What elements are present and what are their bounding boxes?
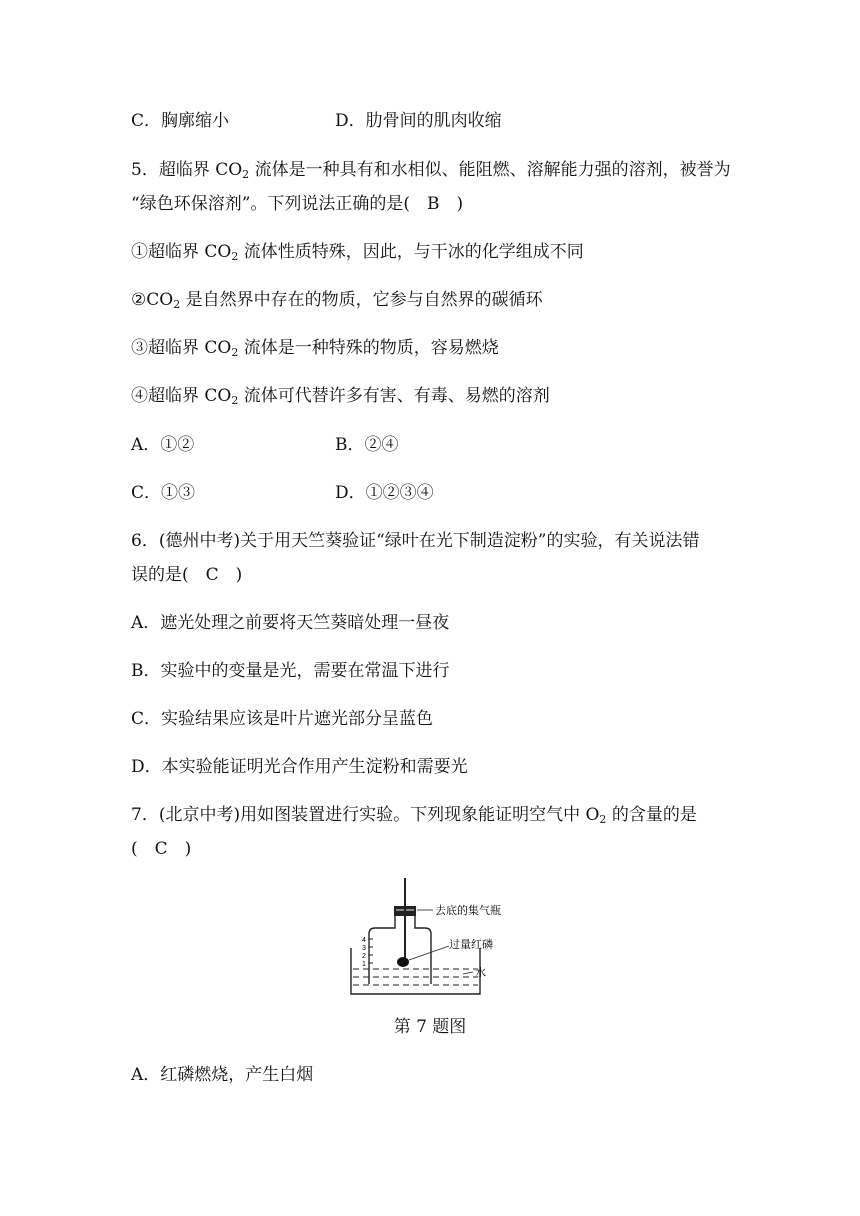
q7-option-a: A．红磷燃烧，产生白烟 — [131, 1065, 314, 1085]
q4-option-c: C．胸廓缩小 — [131, 111, 230, 131]
q5-statement-1 — [131, 240, 584, 269]
phosphorus-spoon — [397, 957, 409, 967]
q5-option-d: D．①②③④ — [335, 483, 434, 503]
water-lines — [353, 969, 478, 985]
q5-option-c: C．①③ — [131, 483, 196, 503]
q6-option-c: C．实验结果应该是叶片遮光部分呈蓝色 — [131, 709, 434, 729]
q7-stem-text-b: 的含量的是 — [606, 805, 697, 825]
q7-figure-caption: 第 7 题图 — [393, 1017, 467, 1037]
q7-stem-text-a: 7．(北京中考)用如图装置进行实验。下列现象能证明空气中 O — [131, 805, 600, 825]
q6-option-d: D．本实验能证明光合作用产生淀粉和需要光 — [131, 757, 468, 777]
scale-label-3: 3 — [362, 945, 366, 952]
q7-apparatus-figure — [345, 876, 515, 1000]
q5-s3-b: 流体是一种特殊的物质，容易燃烧 — [238, 338, 499, 358]
q5-s3-sub: 2 — [231, 346, 239, 359]
q6-stem-line1: 6．(德州中考)关于用天竺葵验证“绿叶在光下制造淀粉”的实验，有关说法错 — [131, 531, 700, 551]
q5-option-a: A．①② — [131, 435, 195, 455]
q5-stem-sub: 2 — [242, 168, 250, 181]
q5-s4-sub: 2 — [231, 394, 239, 407]
q7-stem-line2: ( C ) — [131, 839, 192, 859]
q5-statement-4 — [131, 384, 550, 413]
q5-s1-b: 流体性质特殊，因此，与干冰的化学组成不同 — [238, 242, 584, 262]
q5-statement-3 — [131, 336, 499, 365]
q7-stem-sub: 2 — [599, 813, 607, 826]
q5-s4-a: ④超临界 CO — [131, 386, 232, 406]
q5-s2-b: 是自然界中存在的物质，它参与自然界的碳循环 — [180, 290, 543, 310]
q5-s2-a: ②CO — [131, 290, 174, 310]
q5-stem-text-b: 流体是一种具有和水相似、能阻燃、溶解能力强的溶剂，被誉为 — [249, 160, 731, 180]
label-water: 水 — [475, 966, 486, 979]
q6-stem-line2: 误的是( C ) — [131, 565, 243, 585]
label-bottle: 去底的集气瓶 — [435, 904, 501, 917]
q5-s2-sub: 2 — [173, 298, 181, 311]
gas-bottle-outline — [369, 914, 431, 984]
q4-option-d: D．肋骨间的肌肉收缩 — [335, 111, 502, 131]
q5-s1-sub: 2 — [231, 250, 239, 263]
q6-option-b: B．实验中的变量是光，需要在常温下进行 — [131, 661, 450, 681]
scale-label-2: 2 — [362, 953, 366, 960]
q5-statement-2 — [131, 288, 543, 317]
q5-s4-b: 流体可代替许多有害、有毒、易燃的溶剂 — [238, 386, 550, 406]
scale-label-4: 4 — [362, 937, 366, 944]
q7-stem-line1 — [131, 803, 697, 832]
q5-s3-a: ③超临界 CO — [131, 338, 232, 358]
q6-option-a: A．遮光处理之前要将天竺葵暗处理一昼夜 — [131, 613, 450, 633]
q5-option-b: B．②④ — [335, 435, 399, 455]
q5-stem-line2: “绿色环保溶剂”。下列说法正确的是( B ) — [131, 194, 464, 214]
q5-stem-line1 — [131, 158, 731, 187]
q5-s1-a: ①超临界 CO — [131, 242, 232, 262]
q5-stem-text-a: 5．超临界 CO — [131, 160, 243, 180]
scale-label-1: 1 — [362, 961, 366, 968]
label-phosphorus: 过量红磷 — [449, 938, 493, 951]
